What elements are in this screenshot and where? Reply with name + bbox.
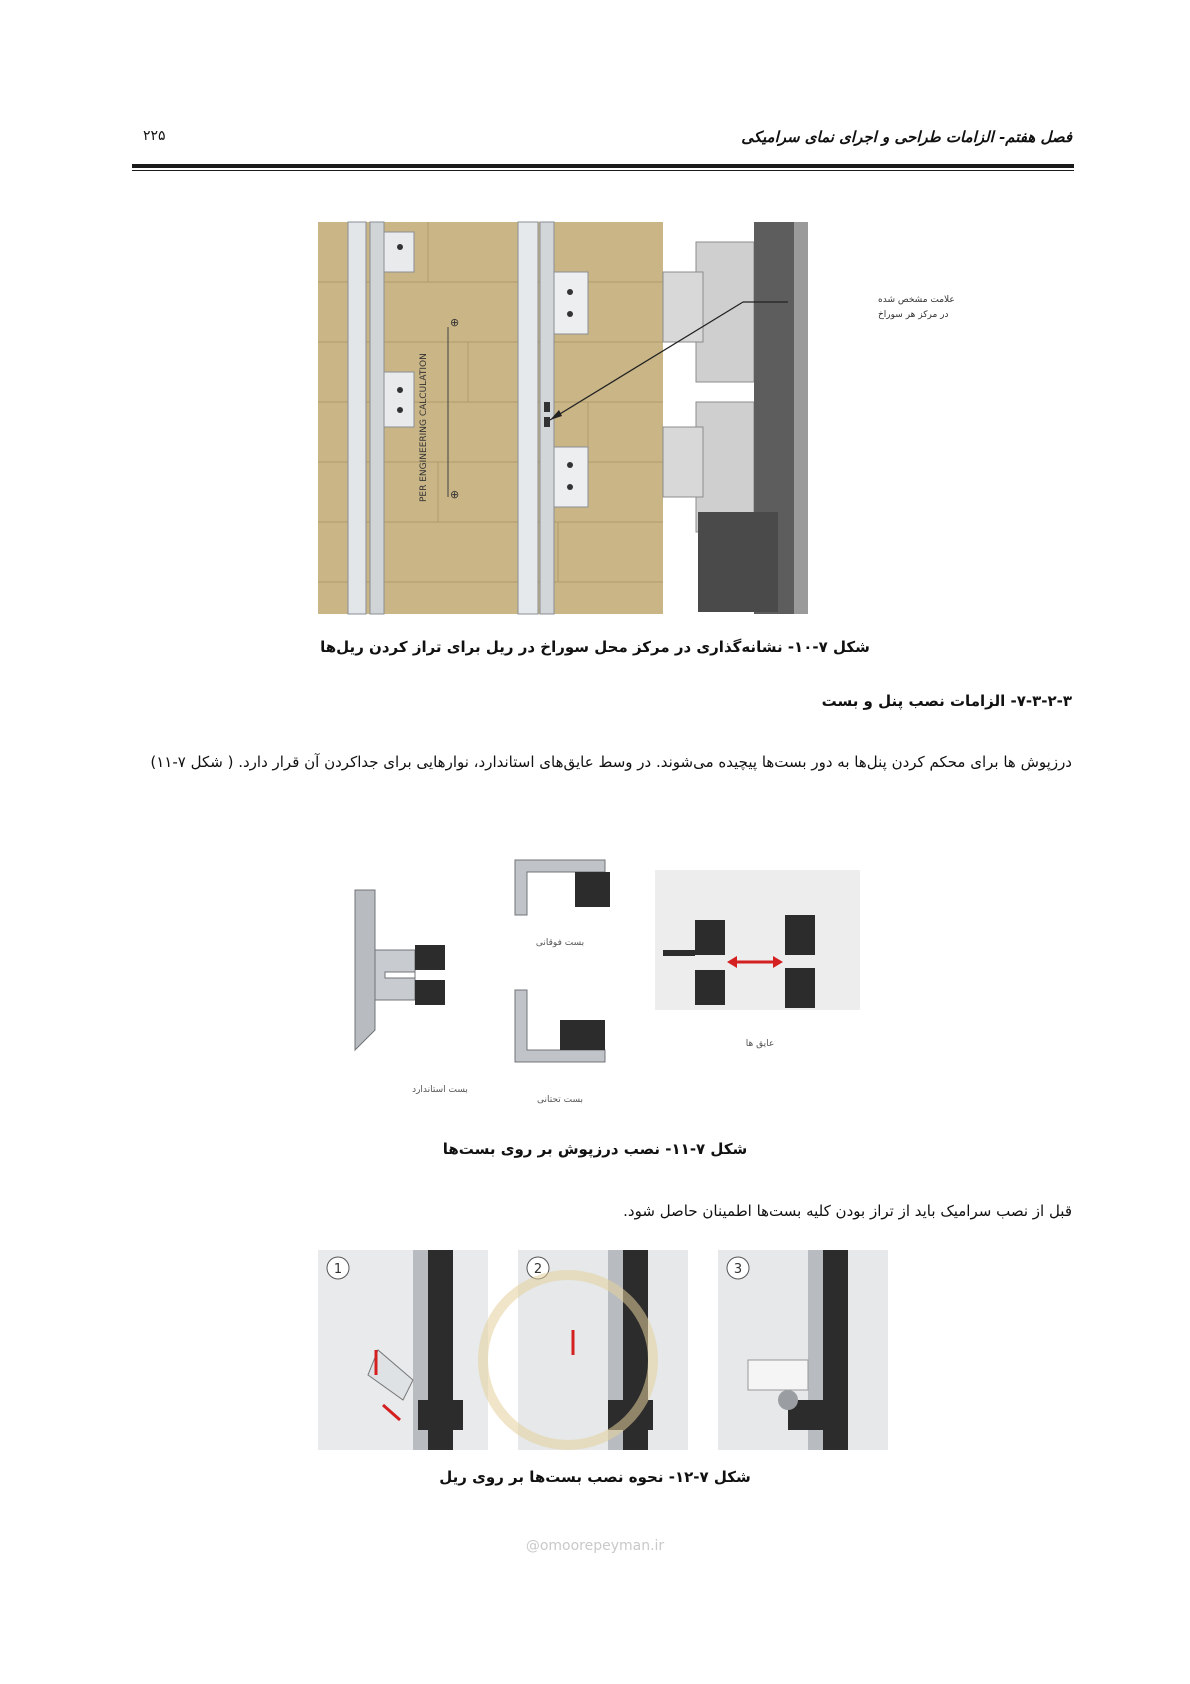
standard-clip-label: بست استاندارد <box>412 1085 468 1095</box>
svg-text:⊕: ⊕ <box>450 488 460 501</box>
step-1-panel <box>318 1250 488 1450</box>
step-1-number: 1 <box>333 1262 343 1277</box>
figure-rail-marking <box>318 222 955 614</box>
header-rule-thick <box>132 164 1074 168</box>
svg-text:⊕: ⊕ <box>450 316 460 329</box>
vertical-dimension-label: PER ENGINEERING CALCULATION <box>419 353 429 502</box>
figure2-caption: شکل ۷-۱۱- نصب درزپوش بر روی بست‌ها <box>442 1140 748 1158</box>
top-clip-label: بست فوقانی <box>535 938 585 948</box>
figure-gasket-clips <box>345 850 865 1120</box>
marker-label-line1: علامت مشخص شده <box>878 295 955 305</box>
step-2-number: 2 <box>533 1262 543 1277</box>
insulation-drawing <box>655 870 860 1010</box>
bottom-clip-label: بست تحتانی <box>536 1095 584 1105</box>
insulation-label: عایق ها <box>745 1039 775 1049</box>
header-rule-thin <box>132 170 1074 171</box>
section-paragraph: درزپوش ها برای محکم کردن پنل‌ها به دور بست‌ها پیچیده می‌شوند. در وسط عایق‌های استاندارد، نوارهایی برای جداکردن آن قرار دارد. ( شکل ۷-۱۱) <box>150 753 1072 771</box>
figure-clip-installation-steps <box>318 1250 888 1450</box>
figure1-caption: شکل ۷-۱۰- نشانه‌گذاری در مرکز محل سوراخ در ریل برای تراز کردن ریل‌ها <box>320 638 870 656</box>
section-heading: ۷-۳-۲-۳- الزامات نصب پنل و بست <box>821 692 1072 710</box>
rail-marking-illustration <box>318 222 955 614</box>
chapter-title: فصل هفتم- الزامات طراحی و اجرای نمای سرامیکی <box>741 128 1072 146</box>
leveling-paragraph: قبل از نصب سرامیک باید از تراز بودن کلیه بست‌ها اطمینان حاصل شود. <box>623 1202 1072 1220</box>
clip-installation-illustration <box>318 1250 888 1450</box>
page-number: ۲۲۵ <box>143 128 166 144</box>
step-3-number: 3 <box>733 1262 743 1277</box>
watermark-url: @omoorepeyman.ir <box>525 1538 665 1554</box>
gasket-clips-illustration <box>345 850 865 1120</box>
step-3-panel <box>718 1250 888 1450</box>
marker-label-line2: در مرکز هر سوراخ <box>878 310 949 320</box>
figure3-caption: شکل ۷-۱۲- نحوه نصب بست‌ها بر روی ریل <box>439 1468 751 1486</box>
